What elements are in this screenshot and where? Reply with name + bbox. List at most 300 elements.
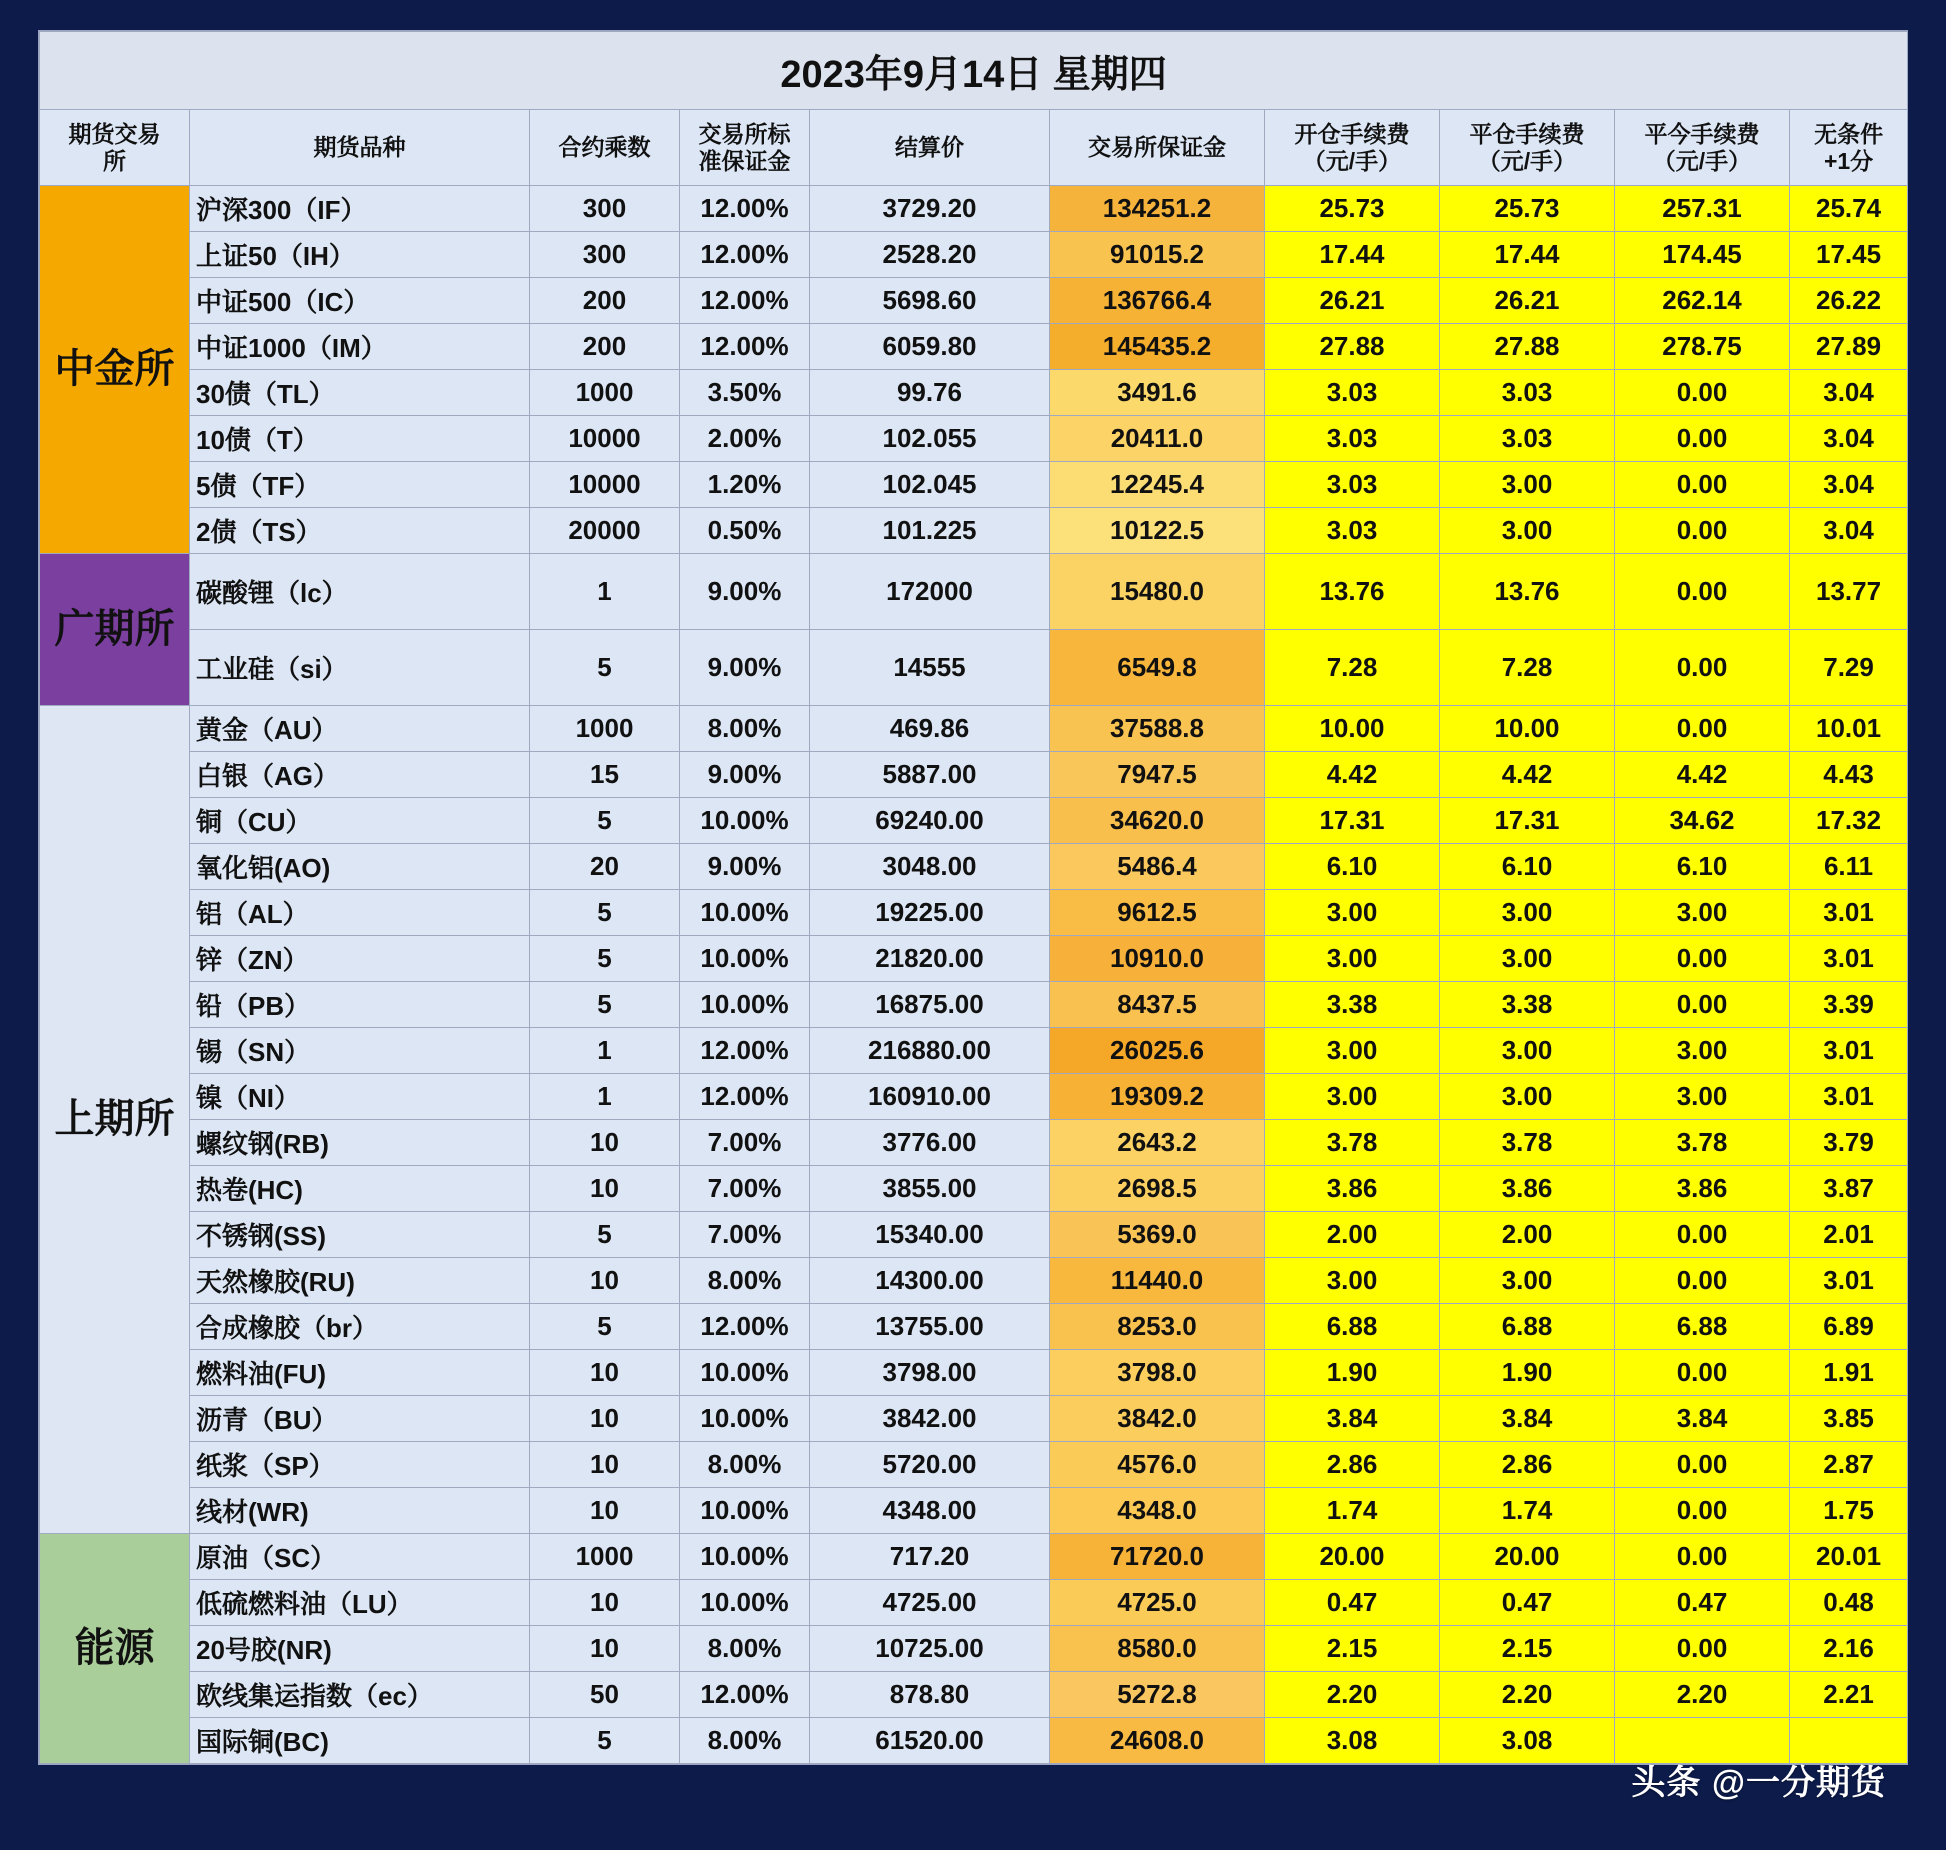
table-row [40, 462, 1908, 508]
plus-one-cent: 3.01 [1790, 890, 1908, 936]
standard-margin-rate: 12.00% [680, 1074, 810, 1120]
open-fee: 2.00 [1265, 1212, 1440, 1258]
title-row [40, 32, 1908, 110]
close-fee: 3.00 [1440, 1258, 1615, 1304]
open-fee: 7.28 [1265, 630, 1440, 706]
settlement-price: 3729.20 [810, 186, 1050, 232]
product-name: 国际铜(BC) [190, 1718, 530, 1764]
close-today-fee: 6.10 [1615, 844, 1790, 890]
open-fee: 3.86 [1265, 1166, 1440, 1212]
close-today-fee: 0.00 [1615, 630, 1790, 706]
product-name: 原油（SC） [190, 1534, 530, 1580]
settlement-price: 6059.80 [810, 324, 1050, 370]
open-fee: 6.10 [1265, 844, 1440, 890]
product-name: 铅（PB） [190, 982, 530, 1028]
open-fee: 13.76 [1265, 554, 1440, 630]
close-fee: 2.15 [1440, 1626, 1615, 1672]
column-header-3 [680, 110, 810, 186]
standard-margin-rate: 8.00% [680, 1258, 810, 1304]
table-row [40, 1718, 1908, 1764]
plus-one-cent: 2.21 [1790, 1672, 1908, 1718]
settlement-price: 172000 [810, 554, 1050, 630]
exchange-margin: 37588.8 [1050, 706, 1265, 752]
close-today-fee: 0.00 [1615, 554, 1790, 630]
plus-one-cent: 3.04 [1790, 370, 1908, 416]
contract-multiplier: 10 [530, 1258, 680, 1304]
open-fee: 3.03 [1265, 416, 1440, 462]
contract-multiplier: 50 [530, 1672, 680, 1718]
standard-margin-rate: 10.00% [680, 936, 810, 982]
contract-multiplier: 1000 [530, 370, 680, 416]
exchange-margin: 10122.5 [1050, 508, 1265, 554]
standard-margin-rate: 10.00% [680, 890, 810, 936]
contract-multiplier: 300 [530, 186, 680, 232]
contract-multiplier: 10 [530, 1120, 680, 1166]
contract-multiplier: 10 [530, 1580, 680, 1626]
standard-margin-rate: 10.00% [680, 798, 810, 844]
product-name: 纸浆（SP） [190, 1442, 530, 1488]
page-title: 2023年9月14日 星期四 [40, 32, 1908, 110]
open-fee: 3.38 [1265, 982, 1440, 1028]
futures-fee-table [39, 31, 1908, 1764]
standard-margin-rate: 1.20% [680, 462, 810, 508]
column-header-line1: 合约乘数 [558, 134, 651, 161]
column-header-4 [810, 110, 1050, 186]
close-fee: 20.00 [1440, 1534, 1615, 1580]
standard-margin-rate: 10.00% [680, 1488, 810, 1534]
exchange-margin: 20411.0 [1050, 416, 1265, 462]
close-fee: 3.78 [1440, 1120, 1615, 1166]
settlement-price: 5698.60 [810, 278, 1050, 324]
close-fee: 3.00 [1440, 1074, 1615, 1120]
exchange-margin: 8437.5 [1050, 982, 1265, 1028]
close-fee: 0.47 [1440, 1580, 1615, 1626]
settlement-price: 3798.00 [810, 1350, 1050, 1396]
table-row [40, 706, 1908, 752]
settlement-price: 69240.00 [810, 798, 1050, 844]
exchange-margin: 3491.6 [1050, 370, 1265, 416]
open-fee: 3.03 [1265, 508, 1440, 554]
close-today-fee: 34.62 [1615, 798, 1790, 844]
table-row [40, 936, 1908, 982]
open-fee: 17.44 [1265, 232, 1440, 278]
column-header-line1: 平仓手续费 [1469, 121, 1585, 148]
product-name: 铜（CU） [190, 798, 530, 844]
contract-multiplier: 20 [530, 844, 680, 890]
exchange-margin: 19309.2 [1050, 1074, 1265, 1120]
column-header-line2: （元/手） [1302, 147, 1402, 174]
product-name: 20号胶(NR) [190, 1626, 530, 1672]
open-fee: 26.21 [1265, 278, 1440, 324]
column-header-2 [530, 110, 680, 186]
product-name: 天然橡胶(RU) [190, 1258, 530, 1304]
open-fee: 20.00 [1265, 1534, 1440, 1580]
plus-one-cent: 7.29 [1790, 630, 1908, 706]
standard-margin-rate: 3.50% [680, 370, 810, 416]
column-header-line1: 期货交易 [68, 121, 161, 148]
open-fee: 6.88 [1265, 1304, 1440, 1350]
close-fee: 3.08 [1440, 1718, 1615, 1764]
column-header-line1: 结算价 [895, 134, 964, 161]
plus-one-cent: 3.01 [1790, 1028, 1908, 1074]
column-header-6 [1265, 110, 1440, 186]
close-today-fee: 3.00 [1615, 1028, 1790, 1074]
settlement-price: 14555 [810, 630, 1050, 706]
standard-margin-rate: 10.00% [680, 1350, 810, 1396]
close-today-fee: 0.47 [1615, 1580, 1790, 1626]
exchange-margin: 4725.0 [1050, 1580, 1265, 1626]
exchange-margin: 4576.0 [1050, 1442, 1265, 1488]
product-name: 锌（ZN） [190, 936, 530, 982]
product-name: 不锈钢(SS) [190, 1212, 530, 1258]
standard-margin-rate: 8.00% [680, 706, 810, 752]
contract-multiplier: 10 [530, 1350, 680, 1396]
table-row [40, 416, 1908, 462]
contract-multiplier: 10 [530, 1442, 680, 1488]
exchange-margin: 26025.6 [1050, 1028, 1265, 1074]
exchange-name-gfex: 广期所 [40, 554, 190, 706]
settlement-price: 4725.00 [810, 1580, 1050, 1626]
open-fee: 27.88 [1265, 324, 1440, 370]
table-row [40, 1442, 1908, 1488]
product-name: 工业硅（si） [190, 630, 530, 706]
open-fee: 3.78 [1265, 1120, 1440, 1166]
plus-one-cent: 2.01 [1790, 1212, 1908, 1258]
table-row [40, 1028, 1908, 1074]
exchange-margin: 5369.0 [1050, 1212, 1265, 1258]
product-name: 30债（TL） [190, 370, 530, 416]
settlement-price: 3048.00 [810, 844, 1050, 890]
contract-multiplier: 5 [530, 798, 680, 844]
close-today-fee: 0.00 [1615, 936, 1790, 982]
contract-multiplier: 5 [530, 936, 680, 982]
plus-one-cent: 2.16 [1790, 1626, 1908, 1672]
table-row [40, 1580, 1908, 1626]
exchange-margin: 145435.2 [1050, 324, 1265, 370]
settlement-price: 469.86 [810, 706, 1050, 752]
standard-margin-rate: 2.00% [680, 416, 810, 462]
settlement-price: 101.225 [810, 508, 1050, 554]
close-fee: 3.00 [1440, 936, 1615, 982]
plus-one-cent: 2.87 [1790, 1442, 1908, 1488]
settlement-price: 878.80 [810, 1672, 1050, 1718]
table-row [40, 982, 1908, 1028]
plus-one-cent: 1.91 [1790, 1350, 1908, 1396]
close-today-fee: 0.00 [1615, 1212, 1790, 1258]
table-row [40, 890, 1908, 936]
open-fee: 3.00 [1265, 890, 1440, 936]
table-row [40, 1350, 1908, 1396]
close-today-fee: 0.00 [1615, 1258, 1790, 1304]
open-fee: 3.08 [1265, 1718, 1440, 1764]
contract-multiplier: 5 [530, 890, 680, 936]
exchange-name-shfe: 上期所 [40, 706, 190, 1534]
settlement-price: 4348.00 [810, 1488, 1050, 1534]
product-name: 碳酸锂（lc） [190, 554, 530, 630]
futures-fee-sheet [38, 30, 1908, 1765]
table-row [40, 232, 1908, 278]
close-today-fee: 0.00 [1615, 706, 1790, 752]
plus-one-cent: 26.22 [1790, 278, 1908, 324]
close-today-fee: 0.00 [1615, 462, 1790, 508]
column-header-9 [1790, 110, 1908, 186]
column-header-line1: 平今手续费 [1644, 121, 1760, 148]
close-today-fee: 2.20 [1615, 1672, 1790, 1718]
close-today-fee: 257.31 [1615, 186, 1790, 232]
close-today-fee: 0.00 [1615, 1488, 1790, 1534]
exchange-margin: 3798.0 [1050, 1350, 1265, 1396]
close-fee: 2.20 [1440, 1672, 1615, 1718]
open-fee: 3.00 [1265, 1258, 1440, 1304]
table-row [40, 798, 1908, 844]
contract-multiplier: 1000 [530, 1534, 680, 1580]
open-fee: 4.42 [1265, 752, 1440, 798]
standard-margin-rate: 10.00% [680, 1396, 810, 1442]
close-today-fee: 3.84 [1615, 1396, 1790, 1442]
contract-multiplier: 5 [530, 1304, 680, 1350]
exchange-margin: 9612.5 [1050, 890, 1265, 936]
plus-one-cent: 17.45 [1790, 232, 1908, 278]
plus-one-cent: 25.74 [1790, 186, 1908, 232]
settlement-price: 3855.00 [810, 1166, 1050, 1212]
plus-one-cent: 3.01 [1790, 1258, 1908, 1304]
plus-one-cent: 13.77 [1790, 554, 1908, 630]
product-name: 氧化铝(AO) [190, 844, 530, 890]
table-row [40, 1166, 1908, 1212]
standard-margin-rate: 9.00% [680, 630, 810, 706]
plus-one-cent: 3.39 [1790, 982, 1908, 1028]
contract-multiplier: 1 [530, 554, 680, 630]
close-today-fee: 0.00 [1615, 416, 1790, 462]
column-header-line2: （元/手） [1652, 147, 1752, 174]
close-today-fee: 3.78 [1615, 1120, 1790, 1166]
open-fee: 3.00 [1265, 1028, 1440, 1074]
close-fee: 6.88 [1440, 1304, 1615, 1350]
plus-one-cent: 20.01 [1790, 1534, 1908, 1580]
product-name: 2债（TS） [190, 508, 530, 554]
table-row [40, 278, 1908, 324]
table-row [40, 370, 1908, 416]
open-fee: 3.00 [1265, 1074, 1440, 1120]
column-header-line2: 所 [103, 147, 126, 174]
product-name: 燃料油(FU) [190, 1350, 530, 1396]
exchange-margin: 34620.0 [1050, 798, 1265, 844]
standard-margin-rate: 7.00% [680, 1120, 810, 1166]
exchange-margin: 4348.0 [1050, 1488, 1265, 1534]
settlement-price: 21820.00 [810, 936, 1050, 982]
standard-margin-rate: 12.00% [680, 324, 810, 370]
product-name: 铝（AL） [190, 890, 530, 936]
close-fee: 1.74 [1440, 1488, 1615, 1534]
close-today-fee: 0.00 [1615, 370, 1790, 416]
settlement-price: 16875.00 [810, 982, 1050, 1028]
standard-margin-rate: 9.00% [680, 554, 810, 630]
exchange-margin: 3842.0 [1050, 1396, 1265, 1442]
contract-multiplier: 300 [530, 232, 680, 278]
open-fee: 3.03 [1265, 370, 1440, 416]
close-fee: 25.73 [1440, 186, 1615, 232]
settlement-price: 15340.00 [810, 1212, 1050, 1258]
column-header-line2: +1分 [1823, 147, 1874, 174]
close-fee: 10.00 [1440, 706, 1615, 752]
standard-margin-rate: 0.50% [680, 508, 810, 554]
exchange-margin: 6549.8 [1050, 630, 1265, 706]
table-row [40, 752, 1908, 798]
plus-one-cent: 3.87 [1790, 1166, 1908, 1212]
table-row [40, 1120, 1908, 1166]
table-row [40, 1534, 1908, 1580]
close-today-fee: 262.14 [1615, 278, 1790, 324]
close-fee: 3.03 [1440, 416, 1615, 462]
close-today-fee: 0.00 [1615, 508, 1790, 554]
table-row [40, 1396, 1908, 1442]
close-today-fee: 0.00 [1615, 1350, 1790, 1396]
close-fee: 13.76 [1440, 554, 1615, 630]
contract-multiplier: 1 [530, 1028, 680, 1074]
close-fee: 3.00 [1440, 890, 1615, 936]
watermark: 头条 @一分期货 [1631, 1764, 1886, 1802]
contract-multiplier: 200 [530, 324, 680, 370]
close-today-fee: 0.00 [1615, 1626, 1790, 1672]
contract-multiplier: 200 [530, 278, 680, 324]
plus-one-cent: 10.01 [1790, 706, 1908, 752]
standard-margin-rate: 12.00% [680, 232, 810, 278]
standard-margin-rate: 8.00% [680, 1442, 810, 1488]
open-fee: 25.73 [1265, 186, 1440, 232]
open-fee: 3.00 [1265, 936, 1440, 982]
exchange-margin: 71720.0 [1050, 1534, 1265, 1580]
close-fee: 2.00 [1440, 1212, 1615, 1258]
settlement-price: 3776.00 [810, 1120, 1050, 1166]
standard-margin-rate: 12.00% [680, 186, 810, 232]
contract-multiplier: 10000 [530, 416, 680, 462]
plus-one-cent: 0.48 [1790, 1580, 1908, 1626]
settlement-price: 99.76 [810, 370, 1050, 416]
close-today-fee: 174.45 [1615, 232, 1790, 278]
close-today-fee: 0.00 [1615, 982, 1790, 1028]
close-fee: 3.00 [1440, 508, 1615, 554]
close-fee: 3.38 [1440, 982, 1615, 1028]
settlement-price: 102.045 [810, 462, 1050, 508]
settlement-price: 10725.00 [810, 1626, 1050, 1672]
exchange-margin: 2643.2 [1050, 1120, 1265, 1166]
contract-multiplier: 10 [530, 1166, 680, 1212]
close-fee: 3.00 [1440, 462, 1615, 508]
product-name: 合成橡胶（br） [190, 1304, 530, 1350]
table-row [40, 1074, 1908, 1120]
open-fee: 17.31 [1265, 798, 1440, 844]
exchange-margin: 136766.4 [1050, 278, 1265, 324]
plus-one-cent: 3.04 [1790, 462, 1908, 508]
settlement-price: 3842.00 [810, 1396, 1050, 1442]
column-header-5 [1050, 110, 1265, 186]
close-fee: 2.86 [1440, 1442, 1615, 1488]
settlement-price: 216880.00 [810, 1028, 1050, 1074]
exchange-margin: 10910.0 [1050, 936, 1265, 982]
settlement-price: 13755.00 [810, 1304, 1050, 1350]
exchange-margin: 8580.0 [1050, 1626, 1265, 1672]
column-header-8 [1615, 110, 1790, 186]
standard-margin-rate: 10.00% [680, 982, 810, 1028]
header-row [40, 110, 1908, 186]
standard-margin-rate: 10.00% [680, 1580, 810, 1626]
product-name: 低硫燃料油（LU） [190, 1580, 530, 1626]
settlement-price: 19225.00 [810, 890, 1050, 936]
open-fee: 2.20 [1265, 1672, 1440, 1718]
standard-margin-rate: 12.00% [680, 1304, 810, 1350]
close-fee: 3.00 [1440, 1028, 1615, 1074]
table-row [40, 1304, 1908, 1350]
contract-multiplier: 1 [530, 1074, 680, 1120]
open-fee: 3.03 [1265, 462, 1440, 508]
exchange-margin: 91015.2 [1050, 232, 1265, 278]
settlement-price: 5720.00 [810, 1442, 1050, 1488]
settlement-price: 2528.20 [810, 232, 1050, 278]
open-fee: 2.86 [1265, 1442, 1440, 1488]
settlement-price: 102.055 [810, 416, 1050, 462]
contract-multiplier: 5 [530, 1718, 680, 1764]
contract-multiplier: 5 [530, 1212, 680, 1258]
column-header-line2: （元/手） [1477, 147, 1577, 174]
exchange-margin: 7947.5 [1050, 752, 1265, 798]
exchange-name-cffex: 中金所 [40, 186, 190, 554]
close-fee: 3.86 [1440, 1166, 1615, 1212]
plus-one-cent: 3.01 [1790, 1074, 1908, 1120]
close-fee: 3.03 [1440, 370, 1615, 416]
plus-one-cent: 3.04 [1790, 416, 1908, 462]
close-today-fee: 3.00 [1615, 890, 1790, 936]
open-fee: 0.47 [1265, 1580, 1440, 1626]
product-name: 热卷(HC) [190, 1166, 530, 1212]
contract-multiplier: 10 [530, 1626, 680, 1672]
product-name: 欧线集运指数（ec） [190, 1672, 530, 1718]
exchange-margin: 5486.4 [1050, 844, 1265, 890]
column-header-0 [40, 110, 190, 186]
standard-margin-rate: 10.00% [680, 1534, 810, 1580]
open-fee: 10.00 [1265, 706, 1440, 752]
product-name: 中证500（IC） [190, 278, 530, 324]
contract-multiplier: 10 [530, 1488, 680, 1534]
close-today-fee: 278.75 [1615, 324, 1790, 370]
close-fee: 27.88 [1440, 324, 1615, 370]
close-fee: 1.90 [1440, 1350, 1615, 1396]
close-fee: 3.84 [1440, 1396, 1615, 1442]
contract-multiplier: 1000 [530, 706, 680, 752]
contract-multiplier: 15 [530, 752, 680, 798]
column-header-line1: 交易所标 [698, 121, 791, 148]
open-fee: 1.74 [1265, 1488, 1440, 1534]
close-fee: 7.28 [1440, 630, 1615, 706]
table-body [40, 32, 1908, 1764]
exchange-margin: 2698.5 [1050, 1166, 1265, 1212]
close-fee: 6.10 [1440, 844, 1615, 890]
close-today-fee: 6.88 [1615, 1304, 1790, 1350]
exchange-name-ine: 能源 [40, 1534, 190, 1764]
table-row [40, 554, 1908, 630]
product-name: 沪深300（IF） [190, 186, 530, 232]
standard-margin-rate: 9.00% [680, 752, 810, 798]
plus-one-cent: 27.89 [1790, 324, 1908, 370]
plus-one-cent: 17.32 [1790, 798, 1908, 844]
close-today-fee: 4.42 [1615, 752, 1790, 798]
exchange-margin: 24608.0 [1050, 1718, 1265, 1764]
product-name: 黄金（AU） [190, 706, 530, 752]
contract-multiplier: 20000 [530, 508, 680, 554]
product-name: 线材(WR) [190, 1488, 530, 1534]
contract-multiplier: 5 [530, 630, 680, 706]
plus-one-cent: 6.11 [1790, 844, 1908, 890]
column-header-line1: 开仓手续费 [1294, 121, 1410, 148]
